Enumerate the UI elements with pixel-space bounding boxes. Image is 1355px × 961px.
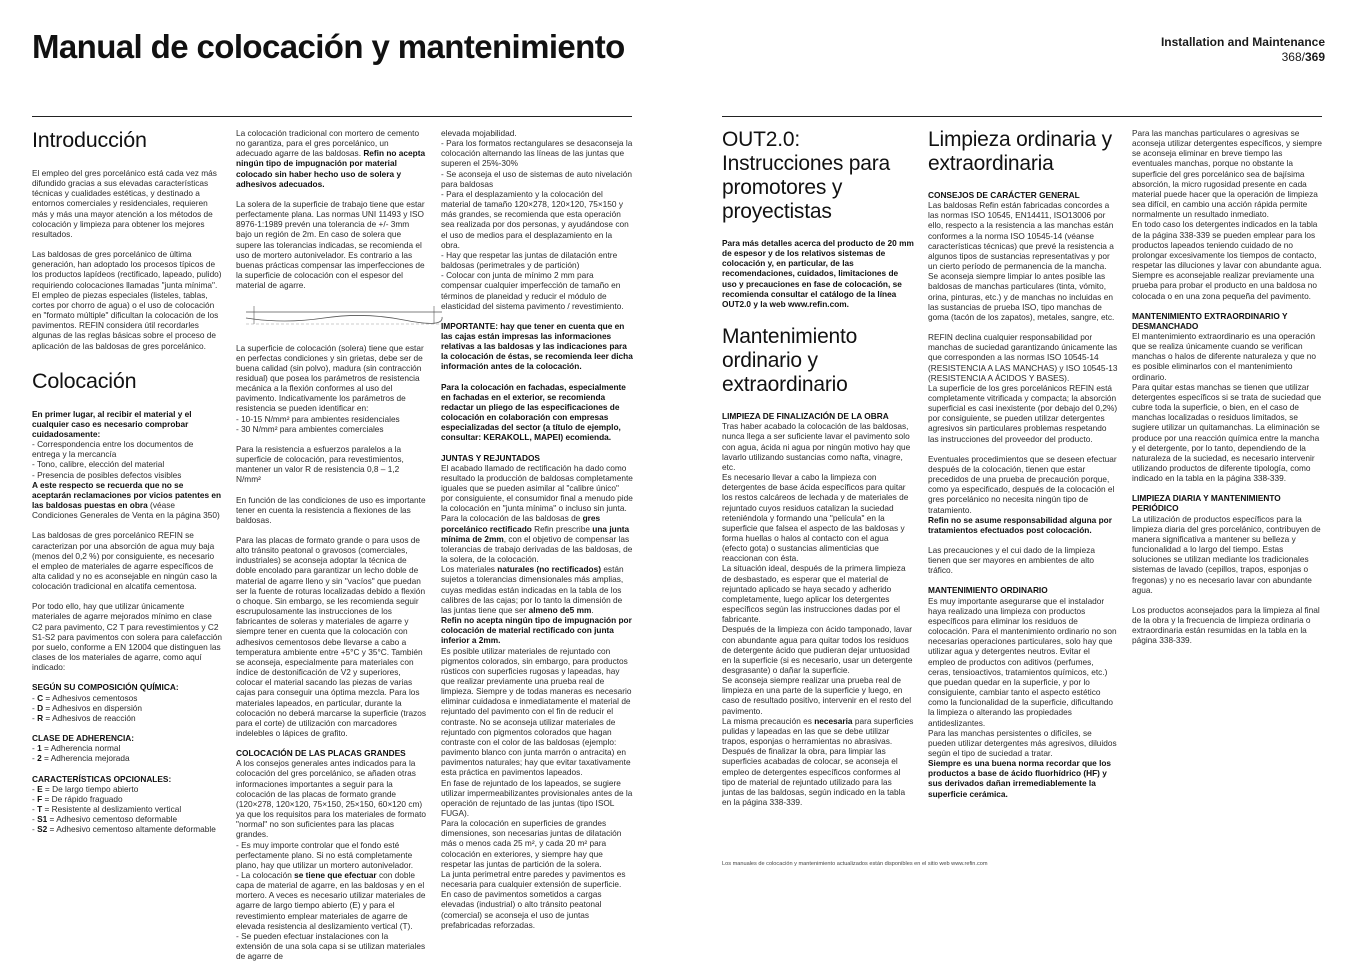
- heading-colocacion: Colocación: [32, 368, 137, 393]
- paragraph: Los productos aconsejados para la limpieza al final de la obra y la frecuencia de limpieza ordinaria o extraordinaria están resumidas en la tabla en la página 338-339.: [1132, 604, 1320, 646]
- page-header-right: [1161, 35, 1325, 65]
- subheading: CLASE DE ADHERENCIA:: [32, 733, 135, 744]
- section-name: Installation and Maintenance: [1160, 35, 1325, 49]
- page-title: Manual de colocación y mantenimiento: [32, 28, 625, 65]
- paragraph: elevada mojabilidad. - Para los formatos rectangulares se desaconseja la colocación alternando las líneas de las juntas que superen el 25%-30% - Se aconseja el uso de sistemas de auto nivelación para baldosas - Para el desplazamiento y la colocación del material de tamaño 120×278, 120×120, 75×150 y más grandes, se recomienda que esta operación sea realizada por dos personas, y ayudándose con el uso de medios para el desplazamiento en la obra. - Hay que respetar las juntas de dilatación entre baldosas (perimetrales y de partición) - Colocar con junta de mínimo 2 mm para compensar cualquier imperfección de tamaño en términos de planeidad y reducir el módulo de elasticidad del sistema pavimento / revestimiento.: [441, 128, 633, 311]
- paragraph: En función de las condiciones de uso es importante tener en cuenta la resistencia a flexiones de las baldosas.: [236, 494, 426, 525]
- subheading: CONSEJOS DE CARÁCTER GENERAL: [928, 190, 1080, 200]
- heading-limpieza: Limpieza ordinaria y extraordinaria: [928, 128, 1112, 175]
- paragraph: El mantenimiento extraordinario es una operación que se realiza únicamente cuando se verifican manchas o halos de diferente naturaleza y que no es posible eliminarlos con el mantenimiento ordinario. Para quitar estas manchas se tienen que utilizar detergentes específicos si se trata de suciedad que cubre toda la superficie, o bien, en el caso de manchas localizadas o residuos limitados, se sugiere utilizar un quitamanchas. La eliminación se produce por una reacción química entre la mancha y el detergente, por lo tanto, dependiendo de la naturaleza de la suciedad, es necesario intervenir utilizando productos de diferente tipología, como indicado en la tabla en la página 338-339.: [1132, 330, 1322, 484]
- column-4: [722, 128, 914, 858]
- paragraph: La utilización de productos específicos para la limpieza diaria del gres porcelánico, contribuyen de manera significativa a mantener su belleza y funcionalidad a lo largo del tiempo. Estas soluciones se utilizan mediante los tradicionales sistemas de lavado (cepillos, trapos, esponjas o fregonas) y no es necesario lavar con abundante agua.: [1132, 513, 1321, 595]
- left-divider: [32, 116, 632, 117]
- subheading: JUNTAS Y REJUNTADOS: [441, 452, 540, 463]
- subheading: SEGÚN SU COMPOSICIÓN QUÍMICA:: [32, 682, 179, 693]
- screed-diagram: [244, 302, 444, 330]
- paragraph: IMPORTANTE: hay que tener en cuenta que en las cajas están impresas las informaciones relativas a las baldosas y las indicaciones para la colocación de éstas, se recomienda leer dicha información antes de la colocación.: [441, 320, 633, 372]
- paragraph: En primer lugar, al recibir el material y el cualquier caso es necesario comprobar cuidadosamente: - Correspondencia entre los documentos de entrega y la mercancía - Tono, calibre, elección del material - Presencia de posibles defectos visibles A este respecto se recuerda que no se aceptarán reclamaciones por vicios patentes en las baldosas puestas en obra (véase Condiciones Generales de Venta en la página 350): [32, 408, 222, 521]
- paragraph: Para las placas de formato grande o para usos de alto tránsito peatonal o gravosos (comerciales, industriales) se aconseja adoptar la técnica de doble encolado para garantizar un lecho doble de material de agarre lleno y sin "vacíos" que puedan ser la fuente de roturas localizadas debido a flexión o choque. Sin embargo, se les recomienda seguir escrupulosamente las instrucciones de los fabricantes de soleras y materiales de agarre y siempre tener en cuenta que la colocación con adhesivos cementosos debe llevarse a cabo a temperatura ambiente entre +5°C y 35°C. También se aconseja, especialmente para materiales con índice de destonificación de V2 y superiores, colocar el material sacando las piezas de varias cajas para conseguir una óptima mezcla. Para los materiales lapeados, en particular, durante la colocación no deberá marcarse la superficie (trazos para el corte) de utilización con marcadores indelebles o lápices de grafito.: [236, 535, 426, 738]
- paragraph: Para la colocación en fachadas, especialmente en fachadas en el exterior, se recomienda redactar un pliego de las especificaciones de colocación en colaboración con empresas especializadas del sector (a título de ejemplo, consultar: KERAKOLL, MAPEI) ecomienda.: [441, 381, 626, 443]
- right-divider: [722, 116, 1322, 117]
- subheading: MANTENIMIENTO ORDINARIO: [928, 585, 1048, 596]
- paragraph: A los consejos generales antes indicados para la colocación del gres porcelánico, se añaden otras informaciones importantes a seguir para la colocación de las placas de formato grande (120×278, 120×120, 75×150, 25×150, 60×120 cm) ya que los requisitos para los materiales de formato "normal" no son suficientes para las placas grandes. - Es muy importe controlar que el fondo esté perfectamente plano. Si no está completamente plano, hay que utilizar un mortero autonivelador. - La colocación se tiene que efectuar con doble capa de material de agarre, en las baldosas y en el mortero. A veces es necesario utilizar materiales de agarre de largo tiempo abierto (E) y para el revestimiento emplear materiales de agarre de elevada resistencia al deslizamiento vertical (T). - Se pueden efectuar instalaciones con la extensión de una sola capa si se utilizan materiales de agarre de: [236, 758, 427, 961]
- footer-note: Los manuales de colocación y mantenimiento actualizados están disponibles en el sitio web www.refin.com: [722, 861, 988, 867]
- column-5: [928, 128, 1118, 858]
- list: - 1 = Adherencia normal - 2 = Adherencia mejorada: [32, 743, 130, 764]
- paragraph: Para las manchas particulares o agresivas se aconseja utilizar detergentes específicos, y siempre se aconseja eliminar en breve tiempo las eventuales manchas, porque no obstante la superficie del gres porcelánico sea de bajísima absorción, la micro rugosidad presente en cada material puede hacer que la operación de limpieza sea difícil, en cambio una acción rápida permite normalmente un resultado inmediato. En todo caso los detergentes indicados en la tabla de la página 338-339 se pueden emplear para los productos lapeados teniendo cuidado de no prolongar excesivamente los tiempos de contacto, respetar las diluciones y lavar con abundante agua. Siempre es aconsejable realizar previamente una prueba para probar el producto en una baldosa no colocada o en una zona pequeña del pavimento.: [1132, 128, 1323, 301]
- paragraph: Es muy importante asegurarse que el instalador haya realizado una limpieza con productos específicos para eliminar los residuos de colocación. Para el mantenimiento ordinario no son necesarias operaciones particulares, solo hay que utilizar agua y detergentes neutros. Evitar el empleo de productos con aditivos (perfumes, ceras, tensioactivos, tratamientos químicos, etc.) que puedan quedar en la superficie, y por lo consiguiente, cambiar tanto el aspecto estético como la funcionalidad de la superficie, dificultando la limpieza o alterando las propiedades antideslizantes. Para las manchas persistentes o difíciles, se pueden utilizar detergentes más agresivos, diluidos según el tipo de suciedad a tratar. Siempre es una buena norma recordar que los productos a base de ácido fluorhídrico (HF) y sus derivados dañan irremediablemente la superficie cerámica.: [928, 595, 1117, 799]
- paragraph: Para más detalles acerca del producto de 20 mm de espesor y de los relativos sistemas de colocación y, en particular, de las recomendaciones, cuidados, limitaciones de uso y precauciones en fase de colocación, se recomienda consultar el catálogo de la línea OUT2.0 y la web www.refin.com.: [722, 238, 914, 309]
- paragraph: La superficie de colocación (solera) tiene que estar en perfectas condiciones y sin grietas, debe ser de buena calidad (sin polvo), madura (sin contracción residual) que posea los parámetros de resistencia mecánica a la flexión conformes al uso del pavimento. Indicativamente los parámetros de resistencia se pueden identificar en:: [236, 342, 424, 414]
- list: - E = De largo tiempo abierto - F = De rápido fraguado - T = Resistente al deslizamiento vertical - S1 = Adhesivo cementoso deformable - S2 = Adhesivo cementoso altamente deformable: [32, 783, 216, 835]
- heading-mantenimiento: Mantenimiento ordinario y extraordinario: [722, 325, 858, 397]
- subheading: COLOCACIÓN DE LAS PLACAS GRANDES: [236, 748, 406, 759]
- heading-out20: OUT2.0: Instrucciones para promotores y proyectistas: [722, 128, 890, 223]
- paragraph: La superficie de los gres porcelánicos REFIN está completamente vitrificada y compacta; la absorción superficial es casi inexistente (por debajo del 0,2%) por consiguiente, se pueden utilizar detergentes agresivos sin particulares problemas respetando las instrucciones del proveedor del producto.: [928, 382, 1118, 444]
- subheading: CARACTERÍSTICAS OPCIONALES:: [32, 773, 172, 784]
- list: - C = Adhesivos cementosos - D = Adhesivos en dispersión - R = Adhesivos de reacción: [32, 692, 143, 723]
- paragraph: Las baldosas de gres porcelánico REFIN se caracterizan por una absorción de agua muy baja (menos del 0,2 %) por consiguiente, es necesario el empleo de materiales de agarre específicos de alta calidad y no es aconsejable en ningún caso la colocación tradicional en alcatifa cementosa.: [32, 530, 217, 592]
- column-1: [32, 128, 222, 858]
- paragraph: La colocación tradicional con mortero de cemento no garantiza, para el gres porcelánico, un adecuado agarre de las baldosas. Refin no acepta ningún tipo de impugnación por material colocado sin haber hecho uso de solera y adhesivos adecuados.: [236, 128, 426, 189]
- column-6: [1132, 128, 1324, 858]
- paragraph: Tras haber acabado la colocación de las baldosas, nunca llega a ser suficiente lavar el pavimento solo con agua, ácida ni agua por ningún motivo hay que lavarlo utilizando sustancias como nafta, vinagre, etc. Es necesario llevar a cabo la limpieza con detergentes de base ácida específicos para quitar los restos calcáreos de lechada y de materiales de rejuntado cuyos residuos catalizan la suciedad reteniéndola y formando una "película" en la superficie que falsea el aspecto de las baldosas y forma huellas o halos al contacto con el agua (efecto gota) o sustancias alimenticias que reaccionan con ésta. La situación ideal, después de la primera limpieza de desbastado, es esperar que el material de rejuntado aplicado se haya secado y adherido completamente, luego aplicar los detergentes específicos según las instrucciones dadas por el fabricante. Después de la limpieza con ácido tamponado, lavar con abundante agua para quitar todos los residuos de detergente ácido que pudieran dejar untuosidad en la superficie (si es necesario, usar un detergente desgrasante) o dañar la superficie. Se aconseja siempre realizar una prueba real de limpieza en una parte de la superficie y luego, en caso de resultado positivo, intervenir en el resto del pavimento. La misma precaución es necesaria para superficies pulidas y lapeadas en las que se debe utilizar trapos, esponjas o herramientas no abrasivas. Después de finalizar la obra, para limpiar las superficies acabadas de colocar, se aconseja el empleo de detergentes específicos conformes al tipo de material de rejuntado utilizado para las juntas de las baldosas, según indicado en la tabla en la página 338-339.: [722, 421, 914, 808]
- paragraph: El acabado llamado de rectificación ha dado como resultado la producción de baldosas completamente iguales que se pueden asimilar al "calibre único" por consiguiente, el consumidor final a menudo pide la colocación en "junta mínima" o incluso sin junta. Para la colocación de las baldosas de gres porcelánico rectificado Refin prescribe una junta mínima de 2mm, con el objetivo de compensar las tolerancias de trabajo derivadas de las baldosas, de la solera, de la colocación. Los materiales naturales (no rectificados) están sujetos a tolerancias dimensionales más amplias, cuyas medidas están indicadas en la tabla de los calibres de las cajas; por lo tanto la dimensión de las juntas tiene que ser almeno de5 mm. Refin no acepta ningún tipo de impugnación por colocación de material rectificado con junta inferior a 2mm. Es posible utilizar materiales de rejuntado con pigmentos colorados, sin embargo, para productos rústicos con superficies rugosas y lapeadas, hay que realizar previamente una prueba real de limpieza. Siempre y de todas maneras es necesario eliminar cuidadosa e inmediatamente el material de rejuntado del pavimento con el fin de reducir el contraste. No se aconseja utilizar materiales de rejuntado con pigmentos colorados que hagan contraste con el color de las baldosas (ejemplo: pavimento blanco con junta marrón o antracita) en pavimentos naturales; hay que evitar taxativamente esta práctica en pavimentos lapeados. En fase de rejuntado de los lapeados, se sugiere utilizar impermeabilizantes provisionales antes de la operación de rejuntado de las juntas (tipo ISOL FUGA). Para la colocación en superficies de grandes dimensiones, son necesarias juntas de dilatación más o menos cada 25 m², y cada 20 m² para colocación en exteriores, y siempre hay que respetar las juntas de partición de la solera. La junta perimetral entre paredes y pavimentos es necesaria para cualquier extensión de superficie. En caso de pavimentos sometidos a cargas elevadas (industrial) o alto tránsito peatonal (comercial) se aconseja el uso de juntas prefabricadas reforzadas.: [441, 462, 633, 930]
- paragraph: Las baldosas de gres porcelánico de última generación, han adoptado los procesos típicos de los productos lapídeos (rectificado, lapeado, pulido) requiriendo colocaciones llamadas "junta mínima". El empleo de piezas especiales (listeles, tablas, cortes por chorro de agua) o el uso de colocación en "formato múltiple" dificultan la colocación de los pavimentos. REFIN considera útil recordarles algunas de las reglas básicas sobre el proceso de aplicación de las baldosas de gres porcelánico.: [32, 249, 222, 351]
- paragraph: Por todo ello, hay que utilizar únicamente materiales de agarre mejorados mínimo en clase C2 para pavimento, C2 T para revestimientos y C2 S1-S2 para pavimentos con solera para calefacción por suelo, conforme a EN 12004 que distinguen las clases de los materiales de agarre, como aquí indicado:: [32, 601, 223, 673]
- paragraph: El empleo del gres porcelánico está cada vez más difundido gracias a sus elevadas características técnicas y cualidades estéticas, y destinado a entornos comerciales y residenciales, requieren más y más una mayor atención a los métodos de colocación y limpieza para obtener los mejores resultados.: [32, 168, 217, 239]
- column-2: [236, 128, 427, 961]
- subheading: LIMPIEZA DIARIA Y MANTENIMIENTO PERIÓDICO: [1132, 493, 1281, 514]
- paragraph: Para la resistencia a esfuerzos paralelos a la superficie de colocación, para revestimientos, mantener un valor R de resistencia 0,8 – 1,2 N/mm²: [236, 443, 404, 485]
- paragraph: Las precauciones y el cui dado de la limpieza tienen que ser mayores en ambientes de alto tráfico.: [928, 545, 1095, 576]
- heading-introduccion: Introducción: [32, 128, 147, 152]
- subheading: LIMPIEZA DE FINALIZACIÓN DE LA OBRA: [722, 411, 889, 422]
- paragraph: - 10-15 N/mm² para ambientes residenciales - 30 N/mm² para ambientes comerciales: [236, 413, 400, 434]
- paragraph: La solera de la superficie de trabajo tiene que estar perfectamente plana. Las normas UNI 11493 y ISO 8976-1:1989 prevén una tolerancia de +/- 3mm bajo un región de 2m. En caso de solera que supere las tolerancias indicadas, se recomienda el uso de mortero autonivelador. Es contrario a las buenas prácticas compensar las imperfecciones de la superficie de colocación con el espesor del material de agarre.: [236, 198, 425, 291]
- page-number: 368/369: [1281, 50, 1325, 64]
- paragraph: Las baldosas Refin están fabricadas concordes a las normas ISO 10545, EN14411, ISO13006 por ello, respecto a la resistencia a las manchas están conformes a la norma ISO 10545-14 (véanse características técnicas) que prevé la resistencia a algunos tipos de sustancias representativas y por un cierto período de permanencia de la mancha. Se aconseja siempre limpiar lo antes posible las baldosas de manchas particulares (tinta, vómito, orina, pinturas, etc.) y de manchas no incluidas en las sustancias de prueba ISO, tipo manchas de goma (tacón de los zapatos), metales, sangre, etc.: [928, 200, 1115, 322]
- subheading: MANTENIMIENTO EXTRAORDINARIO Y DESMANCHADO: [1132, 310, 1288, 331]
- paragraph: REFIN declina cualquier responsabilidad por manchas de suciedad garantizando únicamente las que corresponden a las normas ISO 10545-14 (RESISTENCIA A LAS MANCHAS) y ISO 10545-13 (RESISTENCIA A ÁCIDOS Y BASES).: [928, 332, 1118, 383]
- column-3: [441, 128, 633, 930]
- paragraph: Eventuales procedimientos que se deseen efectuar después de la colocación, tienen que estar precedidos de una prueba de precaución porque, como ya especificado, después de la colocación el gres porcelánico no necesita ningún tipo de tratamiento. Refin no se asume responsabilidad alguna por tratamientos efectuados post colocación.: [928, 453, 1117, 535]
